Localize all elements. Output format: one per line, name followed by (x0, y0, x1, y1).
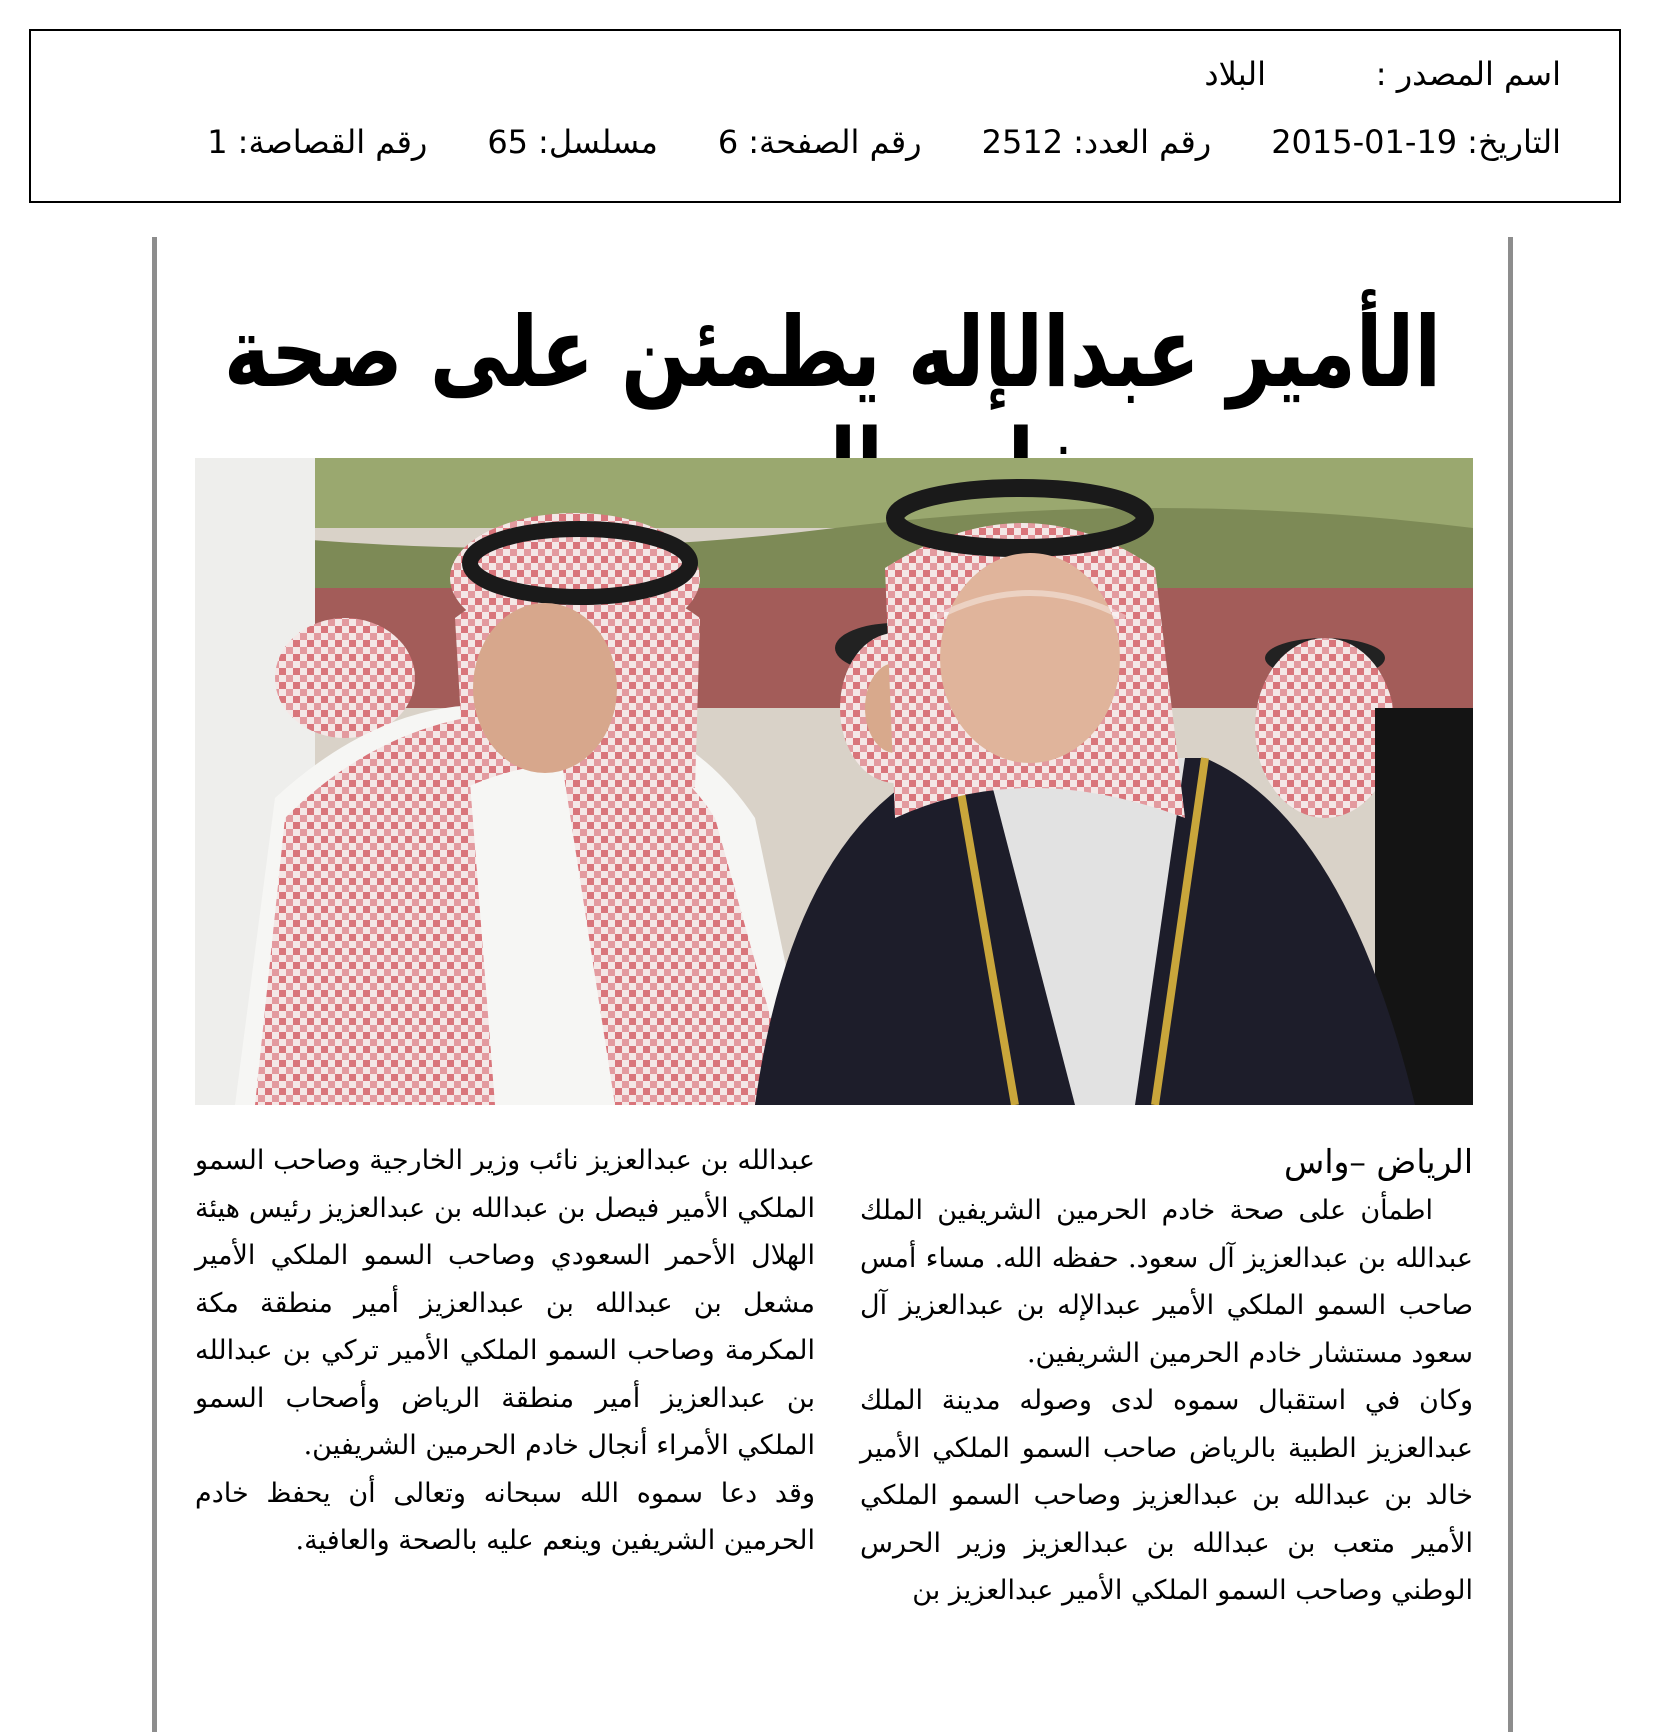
article-paragraph: اطمأن على صحة خادم الحرمين الشريفين الملك عبدالله بن عبدالعزيز آل سعود. حفظه الله. مساء أمس صاحب السمو الملكي الأمير عبدالإله بن عبدالعزيز آل سعود مستشار خادم الحرمين الشريفين. (860, 1195, 1473, 1369)
newspaper-clipping (152, 237, 1513, 1732)
serial-field (487, 123, 658, 161)
article-headline: الأمير عبدالإله يطمئن على صحة (223, 297, 1442, 410)
clipping-metadata-box (29, 29, 1621, 203)
details-row (147, 123, 1561, 161)
clip-number-label: رقم القصاصة: (237, 123, 428, 161)
clip-number-field (207, 123, 427, 161)
date-value: 2015-01-19 (1271, 123, 1458, 161)
page-field (718, 123, 922, 161)
clip-number-value: 1 (207, 123, 228, 161)
source-value: البلاد (1204, 55, 1266, 93)
page-value: 6 (717, 123, 739, 161)
issue-value: 2512 (981, 123, 1064, 161)
serial-value: 65 (487, 123, 529, 161)
page-label: رقم الصفحة: (748, 123, 922, 161)
serial-label: مسلسل: (538, 123, 658, 161)
source-row (1204, 55, 1561, 93)
date-field (1271, 123, 1561, 161)
article-paragraph: وقد دعا سموه الله سبحانه وتعالى أن يحفظ خادم الحرمين الشريفين وينعم عليه بالصحة والعافية. (195, 1477, 815, 1556)
article-dateline: الرياض –واس (1284, 1142, 1473, 1181)
photo-illustration (195, 458, 1473, 1105)
issue-label: رقم العدد: (1073, 123, 1212, 161)
article-column-right (860, 1137, 1473, 1615)
issue-field (982, 123, 1212, 161)
article-paragraph: عبدالله بن عبدالعزيز نائب وزير الخارجية وصاحب السمو الملكي الأمير فيصل بن عبدالله بن عبدالعزيز رئيس هيئة الهلال الأحمر السعودي وصاحب السمو الملكي الأمير مشعل بن عبدالله بن عبدالعزيز أمير منطقة مكة المكرمة وصاحب السمو الملكي الأمير تركي بن عبدالله بن عبدالعزيز أمير منطقة الرياض وأصحاب السمو الملكي الأمراء أنجال خادم الحرمين الشريفين. (195, 1145, 815, 1461)
article-column-left (195, 1137, 815, 1565)
article-paragraph: وكان في استقبال سموه لدى وصوله مدينة الملك عبدالعزيز الطبية بالرياض صاحب السمو الملكي الأمير خالد بن عبدالله بن عبدالعزيز وصاحب السمو الملكي الأمير متعب بن عبدالله بن عبدالعزيز وزير الحرس الوطني وصاحب السمو الملكي الأمير عبدالعزيز بن (860, 1385, 1473, 1606)
source-label: اسم المصدر : (1375, 55, 1561, 93)
article-photo (195, 458, 1473, 1105)
date-label: التاريخ: (1467, 123, 1561, 161)
